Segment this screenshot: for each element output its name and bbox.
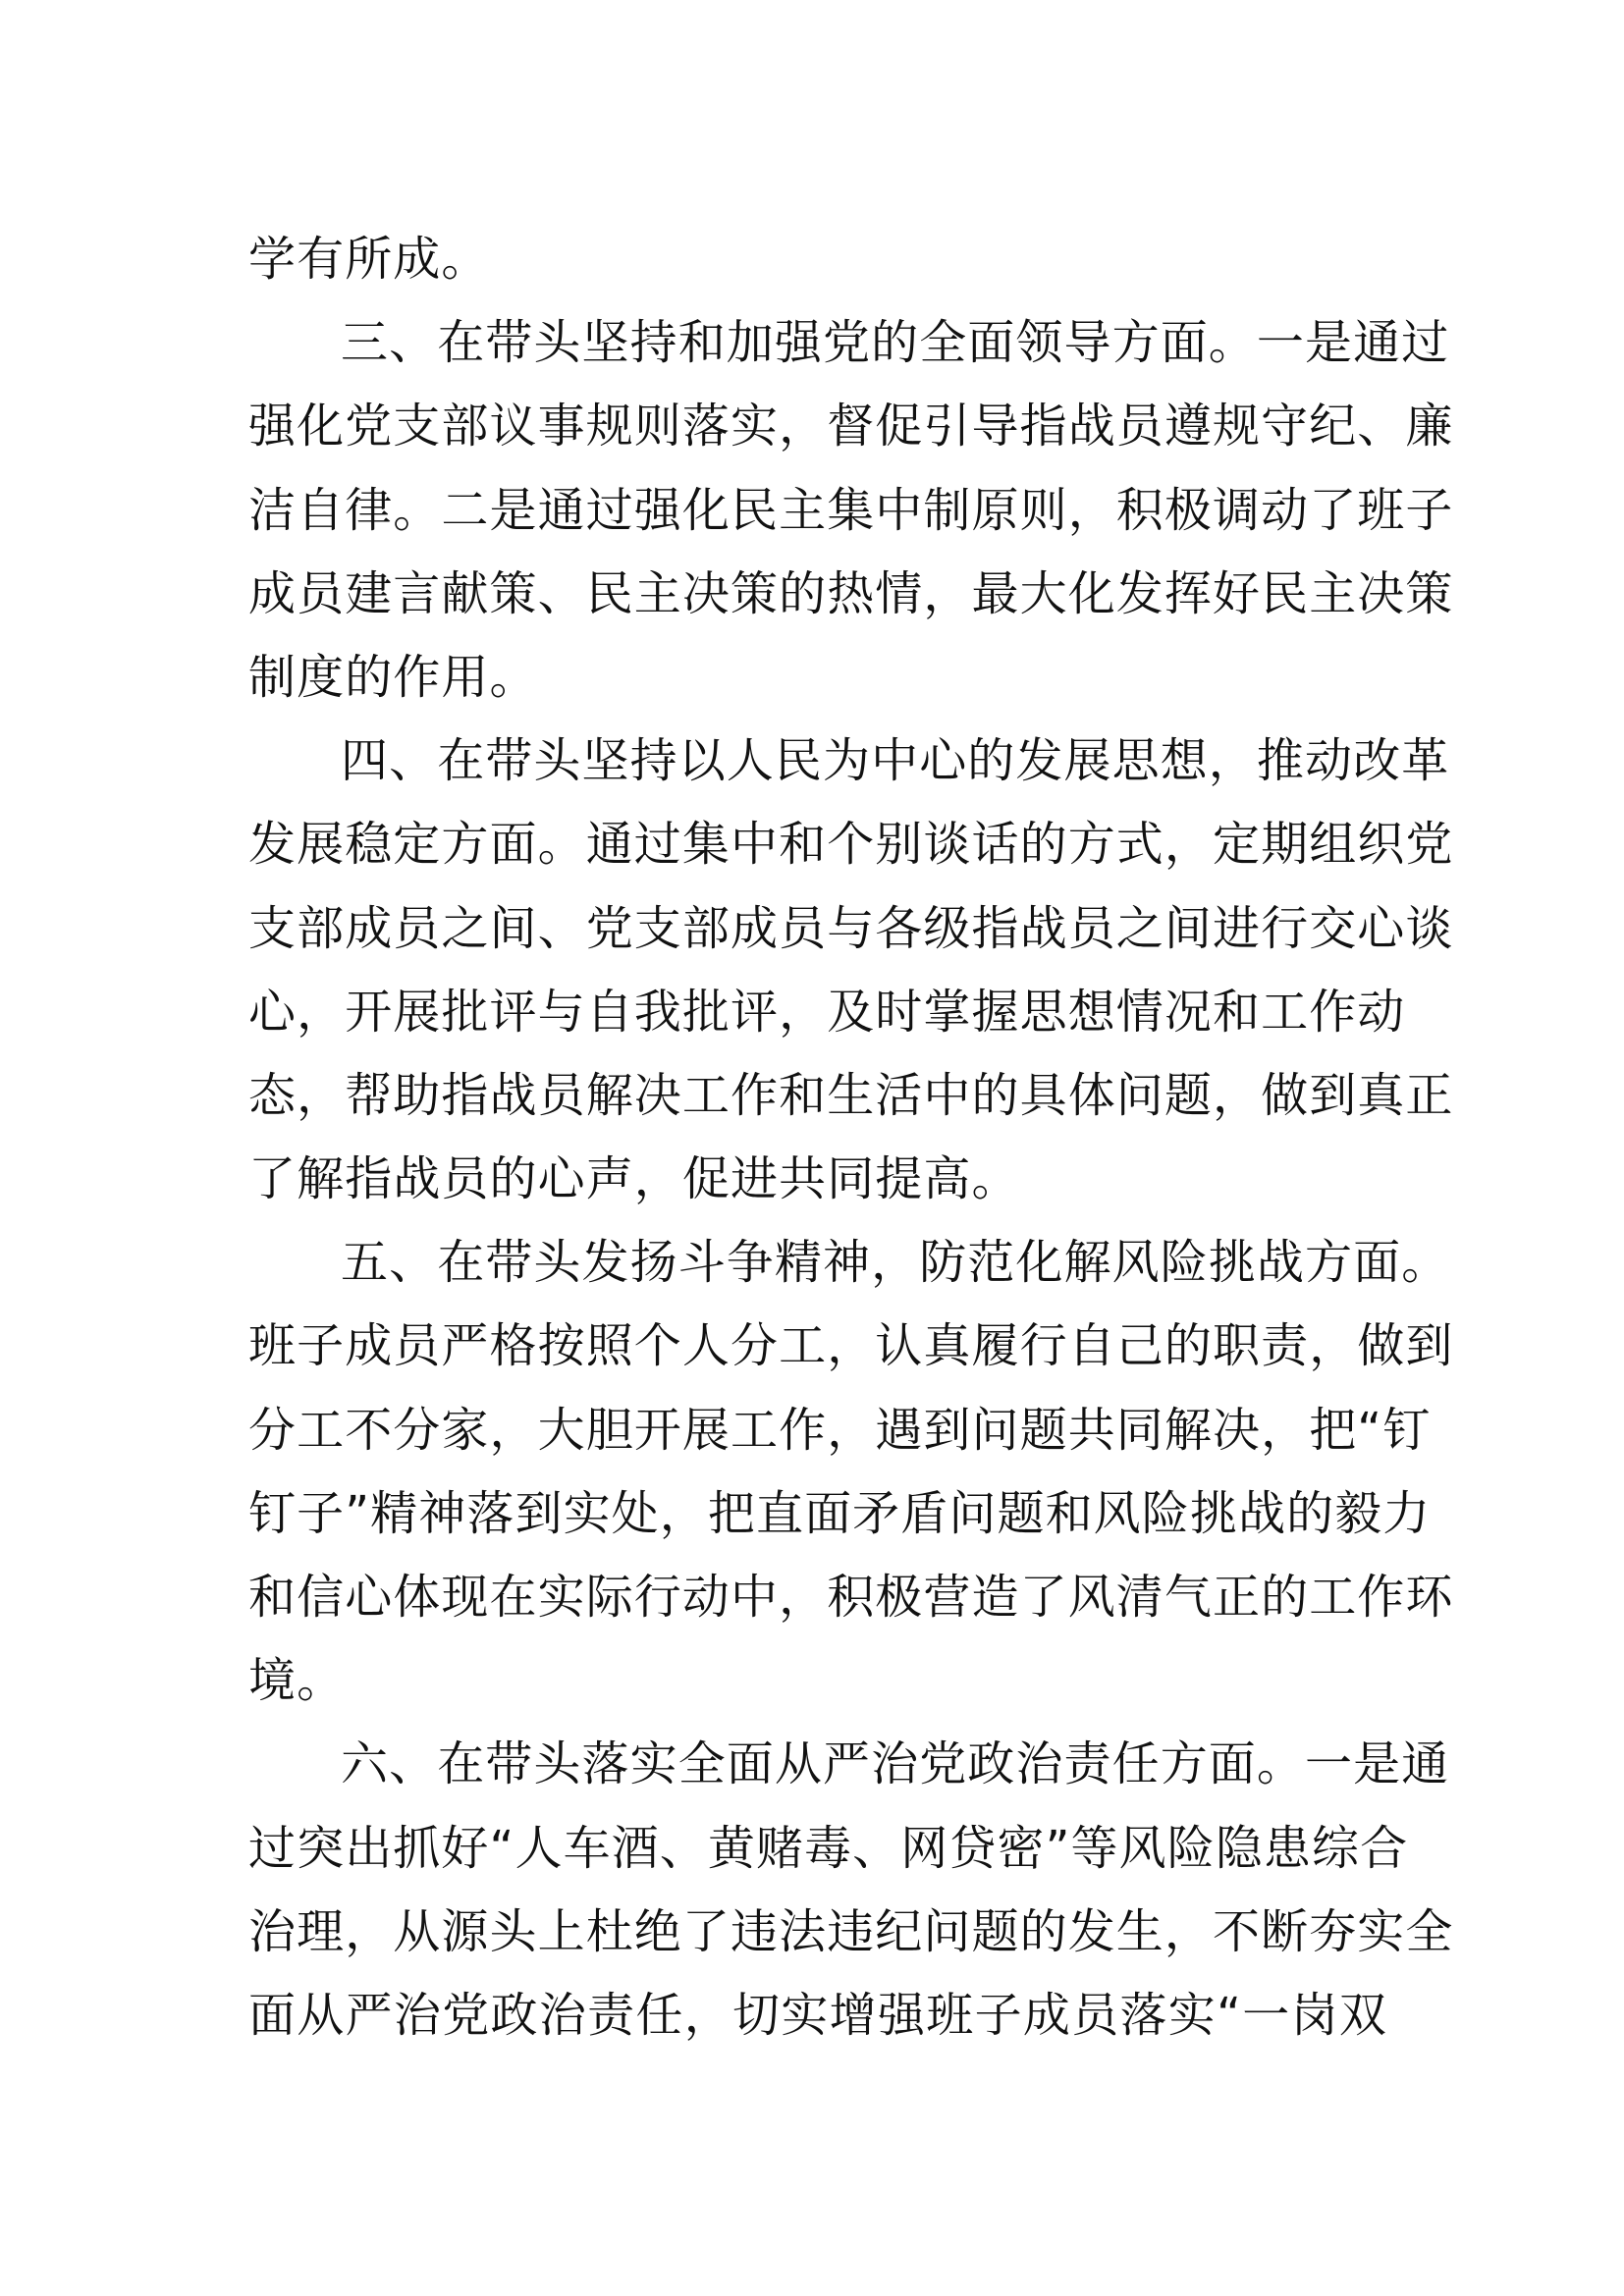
text-line: 治理，从源头上杜绝了违法违纪问题的发生，不断夯实全: [248, 1903, 1454, 1959]
text-line: 面从严治党政治责任，切实增强班子成员落实“一岗双: [248, 1987, 1387, 2043]
text-line: 发展稳定方面。通过集中和个别谈话的方式，定期组织党: [248, 817, 1454, 873]
paragraph-heading-line: 五、在带头发扬斗争精神，防范化解风险挑战方面。: [341, 1235, 1450, 1291]
document-body: [248, 218, 1454, 2057]
paragraph-heading-line: 三、在带头坚持和加强党的全面领导方面。一是通过: [341, 315, 1450, 371]
text-line: 成员建言献策、民主决策的热情，最大化发挥好民主决策: [248, 565, 1454, 621]
text-line: 班子成员严格按照个人分工，认真履行自己的职责，做到: [248, 1318, 1454, 1374]
text-line: 过突出抓好“人车酒、黄赌毒、网贷密”等风险隐患综合: [248, 1820, 1409, 1876]
paragraph-heading-line: 六、在带头落实全面从严治党政治责任方面。一是通: [341, 1736, 1450, 1792]
text-line: 心，开展批评与自我批评，及时掌握思想情况和工作动: [248, 984, 1406, 1040]
text-line: 强化党支部议事规则落实，督促引导指战员遵规守纪、廉: [248, 399, 1454, 454]
text-line: 洁自律。二是通过强化民主集中制原则，积极调动了班子: [248, 482, 1454, 538]
text-line: 支部成员之间、党支部成员与各级指战员之间进行交心谈: [248, 900, 1454, 956]
text-line: 和信心体现在实际行动中，积极营造了风清气正的工作环: [248, 1570, 1454, 1625]
text-line: 分工不分家，大胆开展工作，遇到问题共同解决，把“钉: [248, 1402, 1432, 1458]
text-line: 学有所成。: [248, 232, 490, 287]
text-line: 钉子”精神落到实处，把直面矛盾问题和风险挑战的毅力: [248, 1485, 1432, 1541]
text-line: 态，帮助指战员解决工作和生活中的具体问题，做到真正: [248, 1067, 1454, 1123]
text-line: 境。: [248, 1653, 346, 1709]
text-line: 了解指战员的心声，促进共同提高。: [248, 1151, 1020, 1207]
text-line: 制度的作用。: [248, 649, 538, 705]
paragraph-heading-line: 四、在带头坚持以人民为中心的发展思想，推动改革: [341, 733, 1450, 789]
